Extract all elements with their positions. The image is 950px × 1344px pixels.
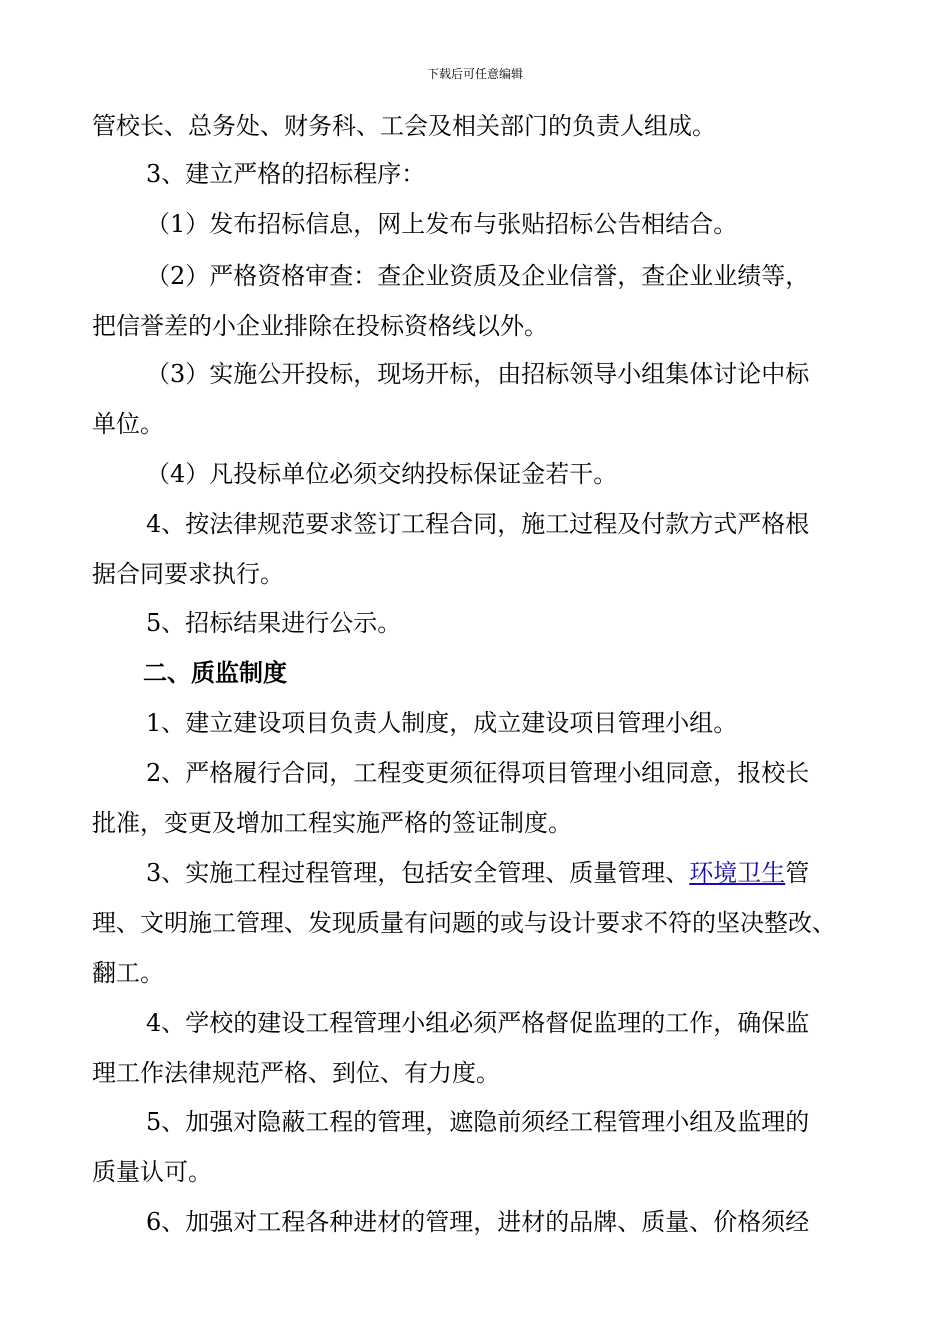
text-line: 质量认可。: [92, 1158, 212, 1186]
text-line: （1）发布招标信息，网上发布与张贴招标公告相结合。: [146, 210, 738, 238]
text-line: 1、建立建设项目负责人制度，成立建设项目管理小组。: [146, 709, 738, 737]
text-segment: 管: [785, 859, 810, 887]
text-line: 理工作法律规范严格、到位、有力度。: [92, 1059, 500, 1087]
text-segment: 3、实施工程过程管理，包括安全管理、质量管理、: [146, 859, 690, 887]
text-line: （4）凡投标单位必须交纳投标保证金若干。: [146, 460, 618, 488]
text-line: 据合同要求执行。: [92, 560, 284, 588]
text-line: 理、文明施工管理、发现质量有问题的或与设计要求不符的坚决整改、: [92, 909, 836, 937]
text-line: （2）严格资格审查：查企业资质及企业信誉，查企业业绩等，: [146, 262, 810, 290]
text-line: 5、招标结果进行公示。: [146, 609, 402, 637]
text-line: 3、建立严格的招标程序：: [146, 160, 426, 188]
environment-hygiene-link[interactable]: 环境卫生: [689, 859, 786, 887]
text-line: 4、学校的建设工程管理小组必须严格督促监理的工作，确保监: [146, 1009, 810, 1037]
text-line: （3）实施公开投标，现场开标，由招标领导小组集体讨论中标: [146, 360, 810, 388]
text-line: 批准，变更及增加工程实施严格的签证制度。: [92, 809, 572, 837]
page-header: 下载后可任意编辑: [426, 67, 523, 81]
text-line: 4、按法律规范要求签订工程合同，施工过程及付款方式严格根: [146, 510, 810, 538]
text-line: 5、加强对隐蔽工程的管理，遮隐前须经工程管理小组及监理的: [146, 1108, 810, 1136]
section-heading: 二、质监制度: [143, 659, 287, 687]
text-line: 单位。: [92, 410, 164, 438]
text-line: 6、加强对工程各种进材的管理，进材的品牌、质量、价格须经: [146, 1208, 810, 1236]
text-line: 把信誉差的小企业排除在投标资格线以外。: [92, 312, 548, 340]
text-line: 翻工。: [92, 959, 164, 987]
text-line: [146, 858, 809, 888]
text-line: 管校长、总务处、财务科、工会及相关部门的负责人组成。: [92, 112, 716, 140]
text-line: 2、严格履行合同，工程变更须征得项目管理小组同意，报校长: [146, 759, 810, 787]
